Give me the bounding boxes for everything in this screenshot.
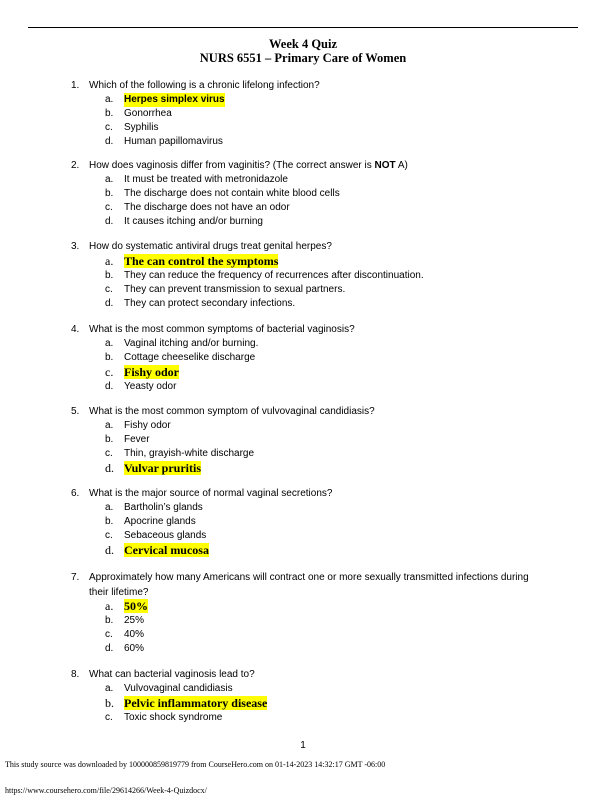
highlighted-answer: Fishy odor bbox=[124, 365, 180, 379]
question-number: 7. bbox=[71, 572, 80, 583]
question-text: What is the major source of normal vaginal secretions? bbox=[89, 488, 333, 499]
highlighted-answer: Vulvar pruritis bbox=[124, 461, 202, 475]
question-text: What is the most common symptom of vulvovaginal candidiasis? bbox=[89, 406, 375, 417]
page-number: 1 bbox=[300, 740, 306, 751]
question-number: 3. bbox=[71, 241, 80, 252]
question-number: 5. bbox=[71, 406, 80, 417]
question-number: 4. bbox=[71, 324, 80, 335]
question-number: 6. bbox=[71, 488, 80, 499]
question-number: 8. bbox=[71, 669, 80, 680]
download-notice: This study source was downloaded by 100000859819779 from CourseHero.com on 01-14-2023 14:32:17 GMT -06:00 bbox=[5, 760, 386, 769]
question-text: Approximately how many Americans will contract one or more sexually transmitted infections during their lifetime? bbox=[89, 572, 529, 598]
highlighted-answer: Herpes simplex virus bbox=[124, 94, 225, 105]
source-url-link[interactable]: https://www.coursehero.com/file/29614266/Week-4-Quizdocx/ bbox=[5, 786, 207, 795]
highlighted-answer: Cervical mucosa bbox=[124, 543, 209, 557]
highlighted-answer: 50% bbox=[124, 599, 148, 613]
document-title: Week 4 Quiz bbox=[268, 37, 338, 51]
header-rule bbox=[28, 27, 578, 28]
question-text: What can bacterial vaginosis lead to? bbox=[89, 669, 255, 680]
highlighted-answer: Pelvic inflammatory disease bbox=[124, 696, 268, 710]
question-text: How does vaginosis differ from vaginitis? (The correct answer is NOT A) bbox=[89, 160, 408, 171]
document-subtitle: NURS 6551 – Primary Care of Women bbox=[199, 51, 407, 65]
question-number: 1. bbox=[71, 80, 80, 91]
question-number: 2. bbox=[71, 160, 80, 171]
question-text: Which of the following is a chronic lifelong infection? bbox=[89, 80, 320, 91]
highlighted-answer: The can control the symptoms bbox=[124, 254, 279, 268]
question-text: How do systematic antiviral drugs treat genital herpes? bbox=[89, 241, 332, 252]
question-text: What is the most common symptoms of bacterial vaginosis? bbox=[89, 324, 355, 335]
